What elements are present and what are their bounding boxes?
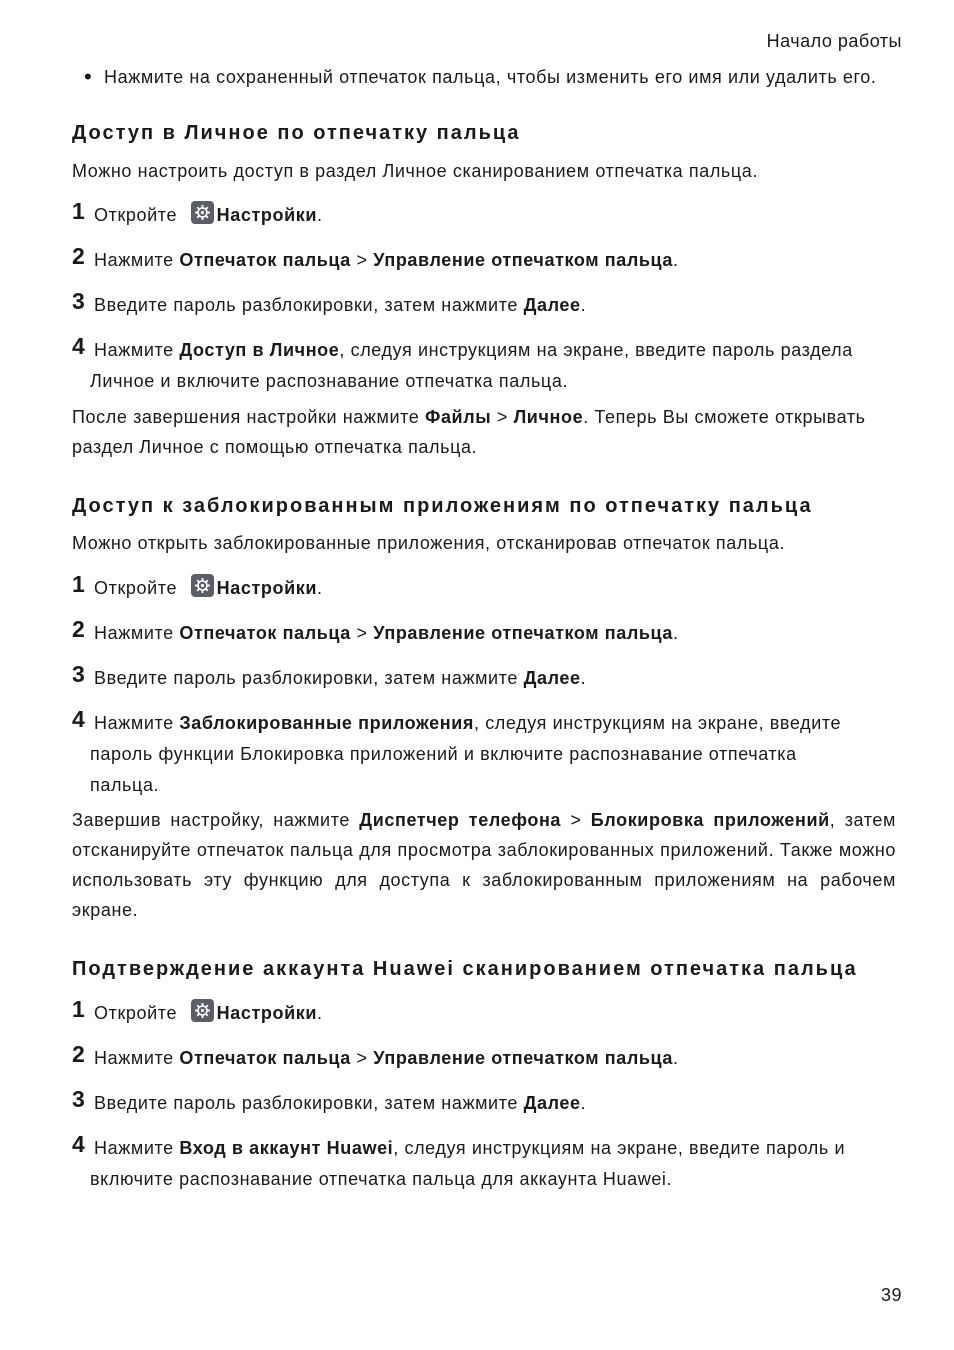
section-intro: Можно открыть заблокированные приложения, отсканировав отпечаток пальца. [72, 533, 786, 553]
step-number: 3 [72, 1086, 86, 1112]
step-4: 4 Нажмите Заблокированные приложения, следуя инструкциям на экране, введите пароль функции Блокировка приложений и включите распознавание отпечатка пальца. [72, 706, 842, 795]
step-4: 4 Нажмите Вход в аккаунт Huawei, следуя инструкциям на экране, введите пароль и включите распознавание отпечатка пальца для аккаунта Huawei. [72, 1131, 846, 1189]
step-number: 1 [72, 198, 86, 224]
section-title: Подтверждение аккаунта Huawei сканированием отпечатка пальца [72, 958, 858, 980]
step-number: 2 [72, 243, 86, 269]
section-note: После завершения настройки нажмите Файлы > Личное. Теперь Вы сможете открывать раздел Личное с помощью отпечатка пальца. [72, 407, 866, 457]
section-note: Завершив настройку, нажмите Диспетчер телефона > Блокировка приложений, затем отсканируйте отпечаток пальца для просмотра заблокированных приложений. Также можно использовать эту функцию для доступа к заблокированным приложениям на рабочем экране. [72, 810, 896, 920]
step-3: 3 Введите пароль разблокировки, затем нажмите Далее. [72, 288, 587, 315]
step-1: 1 Откройте Настройки. [72, 198, 323, 225]
step-number: 2 [72, 1041, 86, 1067]
section-intro: Можно настроить доступ в раздел Личное сканированием отпечатка пальца. [72, 161, 759, 181]
step-number: 1 [72, 996, 86, 1022]
step-2: 2 Нажмите Отпечаток пальца > Управление отпечатком пальца. [72, 1041, 679, 1068]
settings-gear-icon [191, 574, 214, 597]
settings-gear-icon [191, 999, 214, 1022]
step-number: 4 [72, 706, 86, 732]
step-1: 1 Откройте Настройки. [72, 571, 323, 598]
step-3: 3 Введите пароль разблокировки, затем нажмите Далее. [72, 661, 587, 688]
section-title: Доступ в Личное по отпечатку пальца [72, 122, 521, 144]
page-content [72, 62, 896, 1195]
step-2: 2 Нажмите Отпечаток пальца > Управление отпечатком пальца. [72, 243, 679, 270]
step-2: 2 Нажмите Отпечаток пальца > Управление отпечатком пальца. [72, 616, 679, 643]
list-item: • Нажмите на сохраненный отпечаток пальца, чтобы изменить его имя или удалить его. [72, 62, 896, 93]
step-number: 4 [72, 333, 86, 359]
section-title: Доступ к заблокированным приложениям по отпечатку пальца [72, 495, 813, 517]
step-number: 3 [72, 661, 86, 687]
step-4: 4 Нажмите Доступ в Личное, следуя инструкциям на экране, введите пароль раздела Личное и включите распознавание отпечатка пальца. [72, 333, 853, 391]
step-3: 3 Введите пароль разблокировки, затем нажмите Далее. [72, 1086, 587, 1113]
running-header: Начало работы [766, 31, 902, 51]
step-number: 3 [72, 288, 86, 314]
page-number: 39 [880, 1285, 902, 1305]
step-number: 2 [72, 616, 86, 642]
step-number: 1 [72, 571, 86, 597]
step-number: 4 [72, 1131, 86, 1157]
step-1: 1 Откройте Настройки. [72, 996, 323, 1023]
settings-gear-icon [191, 201, 214, 224]
